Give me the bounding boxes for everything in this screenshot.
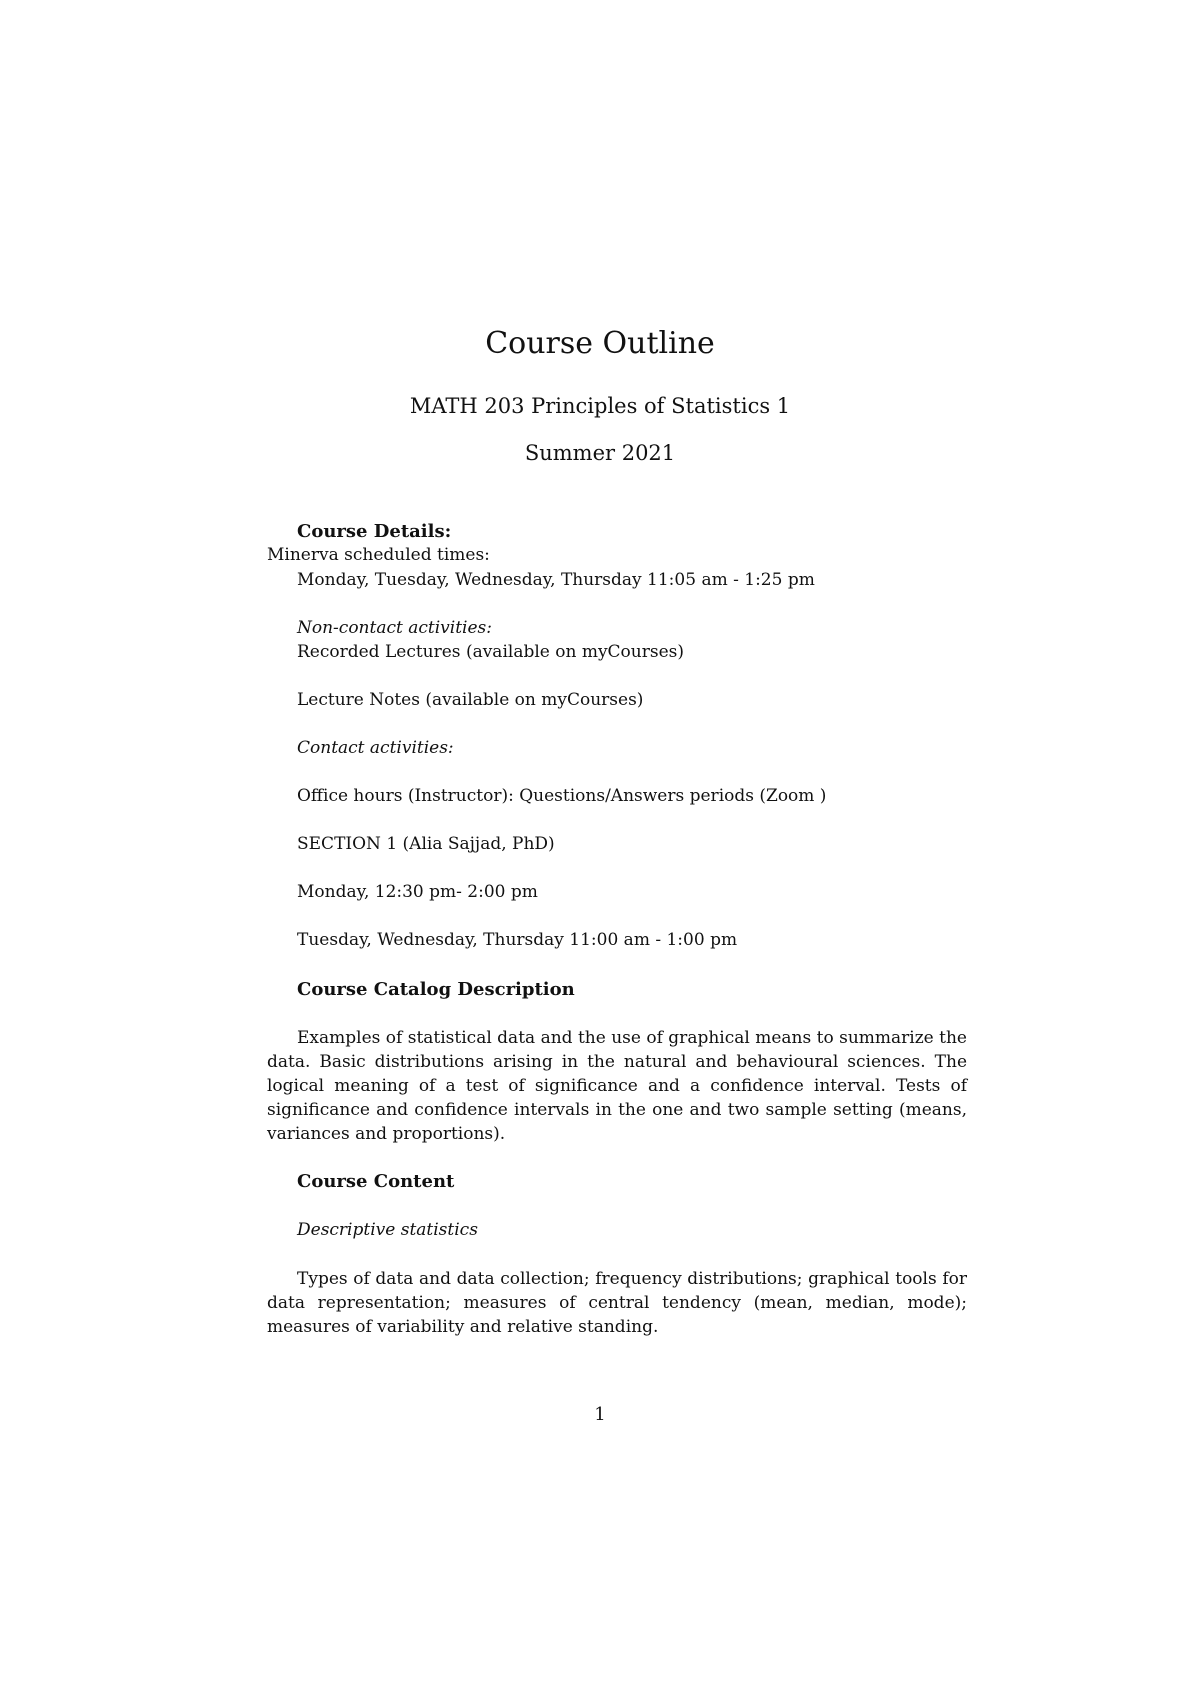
minerva-label: Minerva scheduled times:: [267, 545, 490, 565]
content-description: Types of data and data collection; frequency distributions; graphical tools for data representation; measures of central tendency (mean, median, mode); measures of variability and relative standing.: [267, 1269, 967, 1337]
page-title: Course Outline: [485, 326, 715, 361]
noncontact-label: Non-contact activities:: [297, 618, 492, 638]
catalog-description: Examples of statistical data and the use of graphical means to summarize the data. Basic distributions arising in the natural and behavioural sciences. The logical meaning of a test of significance and a confidence interval. Tests of significance and confidence intervals in the one and two sample setting (means, variances and proportions).: [267, 1028, 967, 1144]
course-details-heading: Course Details:: [297, 521, 452, 542]
office-hours: Office hours (Instructor): Questions/Answers periods (Zoom ): [297, 786, 827, 806]
content-heading: Course Content: [297, 1171, 455, 1192]
recorded-lectures: Recorded Lectures (available on myCourses): [297, 642, 685, 662]
course-term: Summer 2021: [524, 441, 676, 465]
lecture-notes: Lecture Notes (available on myCourses): [297, 690, 644, 710]
contact-label: Contact activities:: [297, 738, 454, 758]
monday-hours: Monday, 12:30 pm- 2:00 pm: [297, 882, 538, 902]
catalog-heading: Course Catalog Description: [297, 979, 575, 1000]
section-instructor: SECTION 1 (Alia Sajjad, PhD): [297, 834, 555, 854]
course-name: MATH 203 Principles of Statistics 1: [409, 394, 791, 418]
content-subheading: Descriptive statistics: [297, 1220, 478, 1240]
page-number: 1: [594, 1404, 606, 1425]
tue-thu-hours: Tuesday, Wednesday, Thursday 11:00 am - 1:00 pm: [297, 930, 738, 950]
minerva-times: Monday, Tuesday, Wednesday, Thursday 11:05 am - 1:25 pm: [297, 570, 815, 590]
